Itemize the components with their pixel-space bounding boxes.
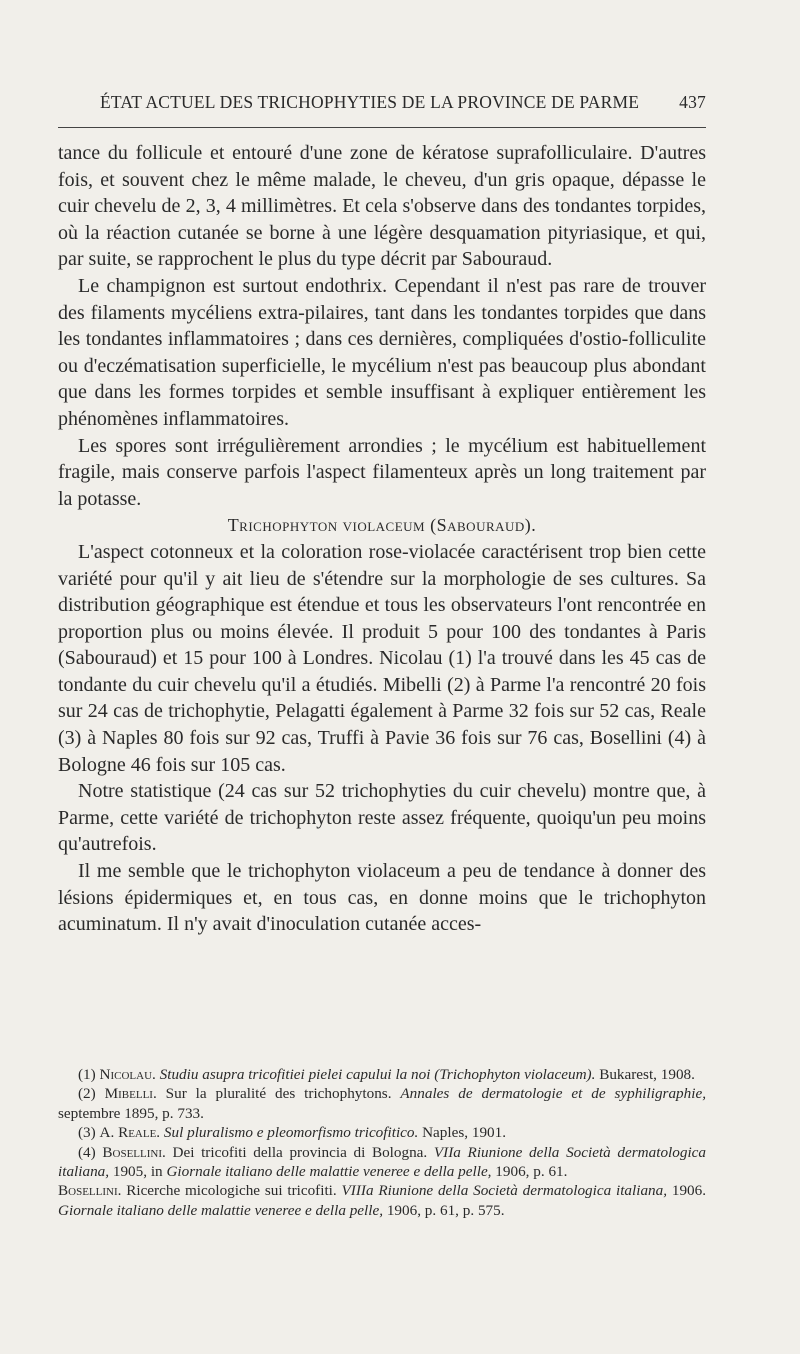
footnote-mark: (4) bbox=[78, 1143, 96, 1161]
paragraph-6: Il me semble que le trichophyton violaceum a peu de tendance à donner des lésions épidermiques et, en tous cas, en donne moins que le trichophyton acuminatum. Il n'y avait d'inoculation cutanée acces- bbox=[58, 860, 706, 936]
footnote-journal: Annales de dermatologie et de syphiligraphie, bbox=[400, 1085, 707, 1103]
footnote-meeting: VIIa Riunione della Società dermatologica italiana, bbox=[58, 1143, 707, 1181]
footnote-journal: Giornale italiano delle malattie veneree e della pelle, bbox=[166, 1163, 492, 1181]
footnote-mark: (1) bbox=[78, 1066, 96, 1083]
footnote-imprint: septembre 1895, p. 733. bbox=[58, 1104, 204, 1122]
main-text bbox=[58, 140, 706, 938]
footnote-title: Ricerche micologiche sui tricofiti. bbox=[126, 1182, 337, 1200]
footnote-year: 1906. bbox=[671, 1182, 707, 1200]
footnote-journal: Giornale italiano delle malattie veneree e della pelle, bbox=[58, 1201, 384, 1219]
footnote-author: Bosellini. bbox=[102, 1143, 166, 1161]
footnote-imprint: Naples, 1901. bbox=[422, 1124, 507, 1142]
footnote-imprint: 1906, p. 61, p. 575. bbox=[386, 1201, 505, 1219]
paragraph-5: Notre statistique (24 cas sur 52 trichophyties du cuir chevelu) montre que, à Parme, cette variété de trichophyton reste assez fréquente, quoiqu'un peu moins qu'autrefois. bbox=[58, 780, 706, 856]
footnote-1 bbox=[58, 1065, 706, 1084]
footnote-year: 1905, in bbox=[112, 1163, 163, 1181]
page-number: 437 bbox=[679, 92, 706, 112]
footnote-2 bbox=[58, 1084, 706, 1123]
header-rule bbox=[58, 127, 706, 128]
paragraph-3: Les spores sont irrégulièrement arrondies ; le mycélium est habituellement fragile, mais conserve parfois l'aspect filamenteux après un long traitement par la potasse. bbox=[58, 434, 706, 510]
footnote-author: Nicolau. bbox=[99, 1066, 156, 1083]
footnote-title: Dei tricofiti della provincia di Bologna. bbox=[172, 1143, 428, 1161]
footnote-author: Bosellini. bbox=[58, 1182, 122, 1200]
footnote-author: Mibelli. bbox=[104, 1085, 157, 1103]
footnote-4 bbox=[58, 1143, 706, 1182]
running-head bbox=[100, 92, 706, 116]
footnote-author: A. Reale. bbox=[99, 1124, 161, 1142]
paragraph-1: tance du follicule et entouré d'une zone de kératose suprafolliculaire. D'autres fois, et souvent chez le même malade, le cheveu, d'un gris opaque, dépasse le cuir chevelu de 2, 3, 4 millimètres. Et cela s'observe dans des tondantes torpides, où la réaction cutanée se borne à une légère desquamation pityriasique, et qui, par suite, se rapprochent le plus du type décrit par Sabouraud. bbox=[58, 142, 706, 271]
footnote-mark: (3) bbox=[78, 1124, 96, 1142]
paragraph-4: L'aspect cotonneux et la coloration rose-violacée caractérisent trop bien cette variété pour qu'il y ait lieu de s'étendre sur la morphologie de ses cultures. Sa distribution géographique est étendue et tous les observateurs l'ont rencontrée en proportion plus ou moins élevée. Il produit 5 pour 100 des tondantes à Paris (Sabouraud) et 15 pour 100 à Londres. Nicolau (1) l'a trouvé dans les 45 cas de tondante du cuir chevelu qu'il a étudiés. Mibelli (2) à Parme l'a rencontré 20 fois sur 24 cas de trichophytie, Pelagatti également à Parme 32 fois sur 52 cas, Reale (3) à Naples 80 fois sur 92 cas, Truffi à Pavie 36 fois sur 76 cas, Bosellini (4) à Bologne 46 fois sur 105 cas. bbox=[58, 540, 706, 776]
footnote-title: Studiu asupra tricofitiei pielei capului la noi bbox=[159, 1066, 431, 1083]
footnote-mark: (2) bbox=[78, 1085, 96, 1103]
footnote-imprint: 1906, p. 61. bbox=[495, 1163, 568, 1181]
footnotes bbox=[58, 1065, 706, 1220]
footnote-title: Sul pluralismo e pleomorfismo tricofitico. bbox=[163, 1124, 419, 1142]
section-heading: Trichophyton violaceum (Sabouraud). bbox=[227, 515, 537, 536]
footnote-imprint: Bukarest, 1908. bbox=[599, 1066, 695, 1083]
footnote-subtitle: (Trichophyton violaceum). bbox=[434, 1066, 596, 1083]
paragraph-2: Le champignon est surtout endothrix. Cependant il n'est pas rare de trouver des filaments mycéliens extra-pilaires, tant dans les tondantes torpides que dans les tondantes inflammatoires ; dans ces dernières, compliquées d'ostio-folliculite ou d'eczématisation superficielle, le mycélium n'est pas beaucoup plus abondant que dans les formes torpides et semble insuffisant à expliquer entièrement les phénomènes inflammatoires. bbox=[58, 274, 706, 430]
running-title: ÉTAT ACTUEL DES TRICHOPHYTIES DE LA PROVINCE DE PARME bbox=[100, 92, 640, 112]
footnote-5 bbox=[58, 1181, 706, 1220]
footnote-meeting: VIIIa Riunione della Società dermatologica italiana, bbox=[341, 1182, 668, 1200]
footnote-title: Sur la pluralité des trichophytons. bbox=[165, 1085, 392, 1103]
footnote-3 bbox=[58, 1123, 706, 1142]
